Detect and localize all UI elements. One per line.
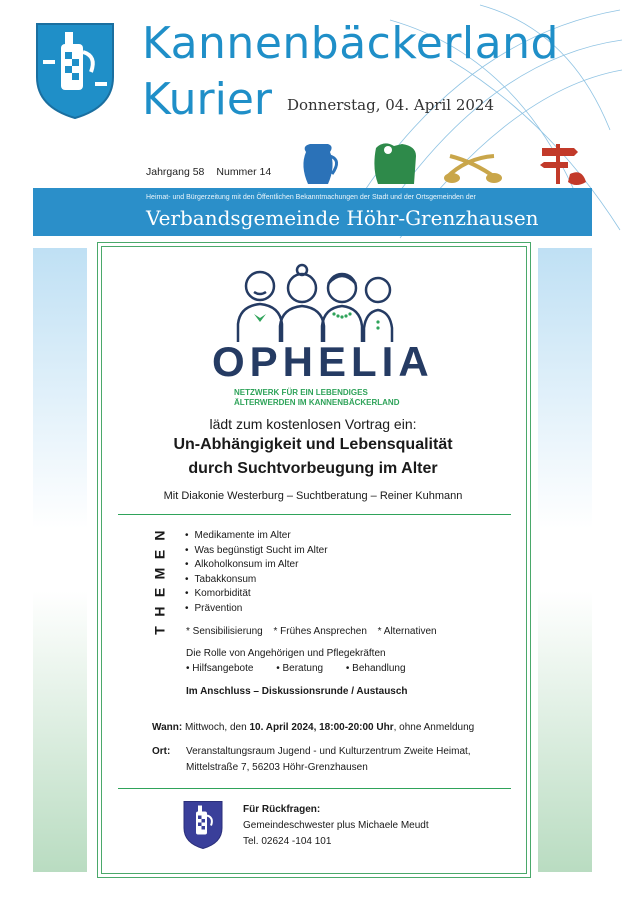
rolle-item: • Behandlung [345, 663, 406, 674]
rolle-items [186, 663, 426, 674]
event-when [152, 722, 474, 733]
coat-of-arms-icon [35, 22, 115, 120]
event-where [152, 744, 471, 776]
rolle-heading: Die Rolle von Angehörigen und Pflegekräften [186, 648, 386, 659]
list-item: • Was begünstigt Sucht im Alter [185, 544, 328, 559]
headline-line2: durch Suchtvorbeugung im Alter [188, 460, 438, 477]
contact-name: Gemeindeschwester plus Michaele Meudt [243, 820, 429, 831]
wann-pre: Mittwoch, den [184, 722, 250, 733]
themen-letter: M [151, 567, 168, 580]
coat-of-arms-icon [183, 800, 223, 850]
themen-letter: N [151, 530, 168, 541]
figures-icon [374, 143, 416, 184]
themen-letter: E [151, 587, 168, 598]
focus-item: * Frühes Ansprechen [273, 626, 367, 637]
focus-item: * Alternativen [377, 626, 437, 637]
list-item: • Prävention [185, 602, 328, 617]
wann-label: Wann: [152, 722, 183, 733]
ort-line1: Veranstaltungsraum Jugend - und Kulturzentrum Zweite Heimat, [186, 746, 471, 757]
tagline-line1: NETZWERK FÜR EIN LEBENDIGES [234, 388, 368, 397]
list-item: • Tabakkonsum [185, 573, 328, 588]
pipes-icon [444, 156, 502, 183]
contact-block [243, 802, 429, 850]
wann-datetime: 10. April 2024, 18:00-20:00 Uhr [249, 722, 394, 733]
jug-icon [303, 144, 336, 184]
divider-top [118, 514, 511, 515]
band-title: Verbandsgemeinde Höhr-Grenzhausen [146, 206, 539, 230]
rolle-item: • Hilfsangebote [186, 663, 254, 674]
newspaper-title-line2: Kurier [142, 74, 273, 125]
issue-info [146, 166, 283, 178]
signpost-icon [540, 144, 586, 185]
masthead-illustrations [298, 138, 590, 190]
themen-letter: H [151, 606, 168, 617]
ophelia-people-icon [230, 262, 400, 344]
themen-letter: T [151, 626, 168, 635]
left-gradient-column [33, 248, 87, 872]
jahrgang: Jahrgang 58 [146, 166, 205, 178]
focus-item: * Sensibilisierung [186, 626, 263, 637]
themen-letter: E [151, 549, 168, 560]
themen-vertical-label [150, 526, 170, 659]
ophelia-tagline [234, 388, 399, 408]
nummer: Nummer 14 [216, 166, 272, 178]
discussion-note: Im Anschluss – Diskussionsrunde / Austausch [186, 686, 408, 697]
issue-date: Donnerstag, 04. April 2024 [287, 96, 494, 114]
ort-line2: Mittelstraße 7, 56203 Höhr-Grenzhausen [186, 762, 368, 773]
ort-label: Ort: [152, 746, 171, 757]
invite-text: lädt zum kostenlosen Vortrag ein: [209, 416, 417, 432]
list-item: • Komorbidität [185, 587, 328, 602]
list-item: • Medikamente im Alter [185, 529, 328, 544]
band-subtitle: Heimat- und Bürgerzeitung mit den Öffentlichen Bekanntmachungen der Stadt und der Ortsgemeinden der [146, 194, 476, 201]
contact-phone: Tel. 02624 -104 101 [243, 836, 332, 847]
tagline-line2: ÄLTERWERDEN IM KANNENBÄCKERLAND [234, 398, 400, 407]
headline-line1: Un-Abhängigkeit und Lebensqualität [173, 436, 453, 453]
rolle-item: • Beratung [276, 663, 324, 674]
focus-points [186, 626, 445, 637]
speaker-line: Mit Diakonie Westerburg – Suchtberatung – Reiner Kuhmann [163, 490, 463, 502]
divider-bottom [118, 788, 511, 789]
topic-list [185, 529, 328, 617]
wann-post: , ohne Anmeldung [393, 722, 475, 733]
newspaper-title: Kannenbäckerland [142, 18, 559, 69]
ophelia-logo-text: OPHELIA [212, 338, 434, 385]
list-item: • Alkoholkonsum im Alter [185, 558, 328, 573]
right-gradient-column [538, 248, 592, 872]
contact-title: Für Rückfragen: [243, 804, 321, 815]
